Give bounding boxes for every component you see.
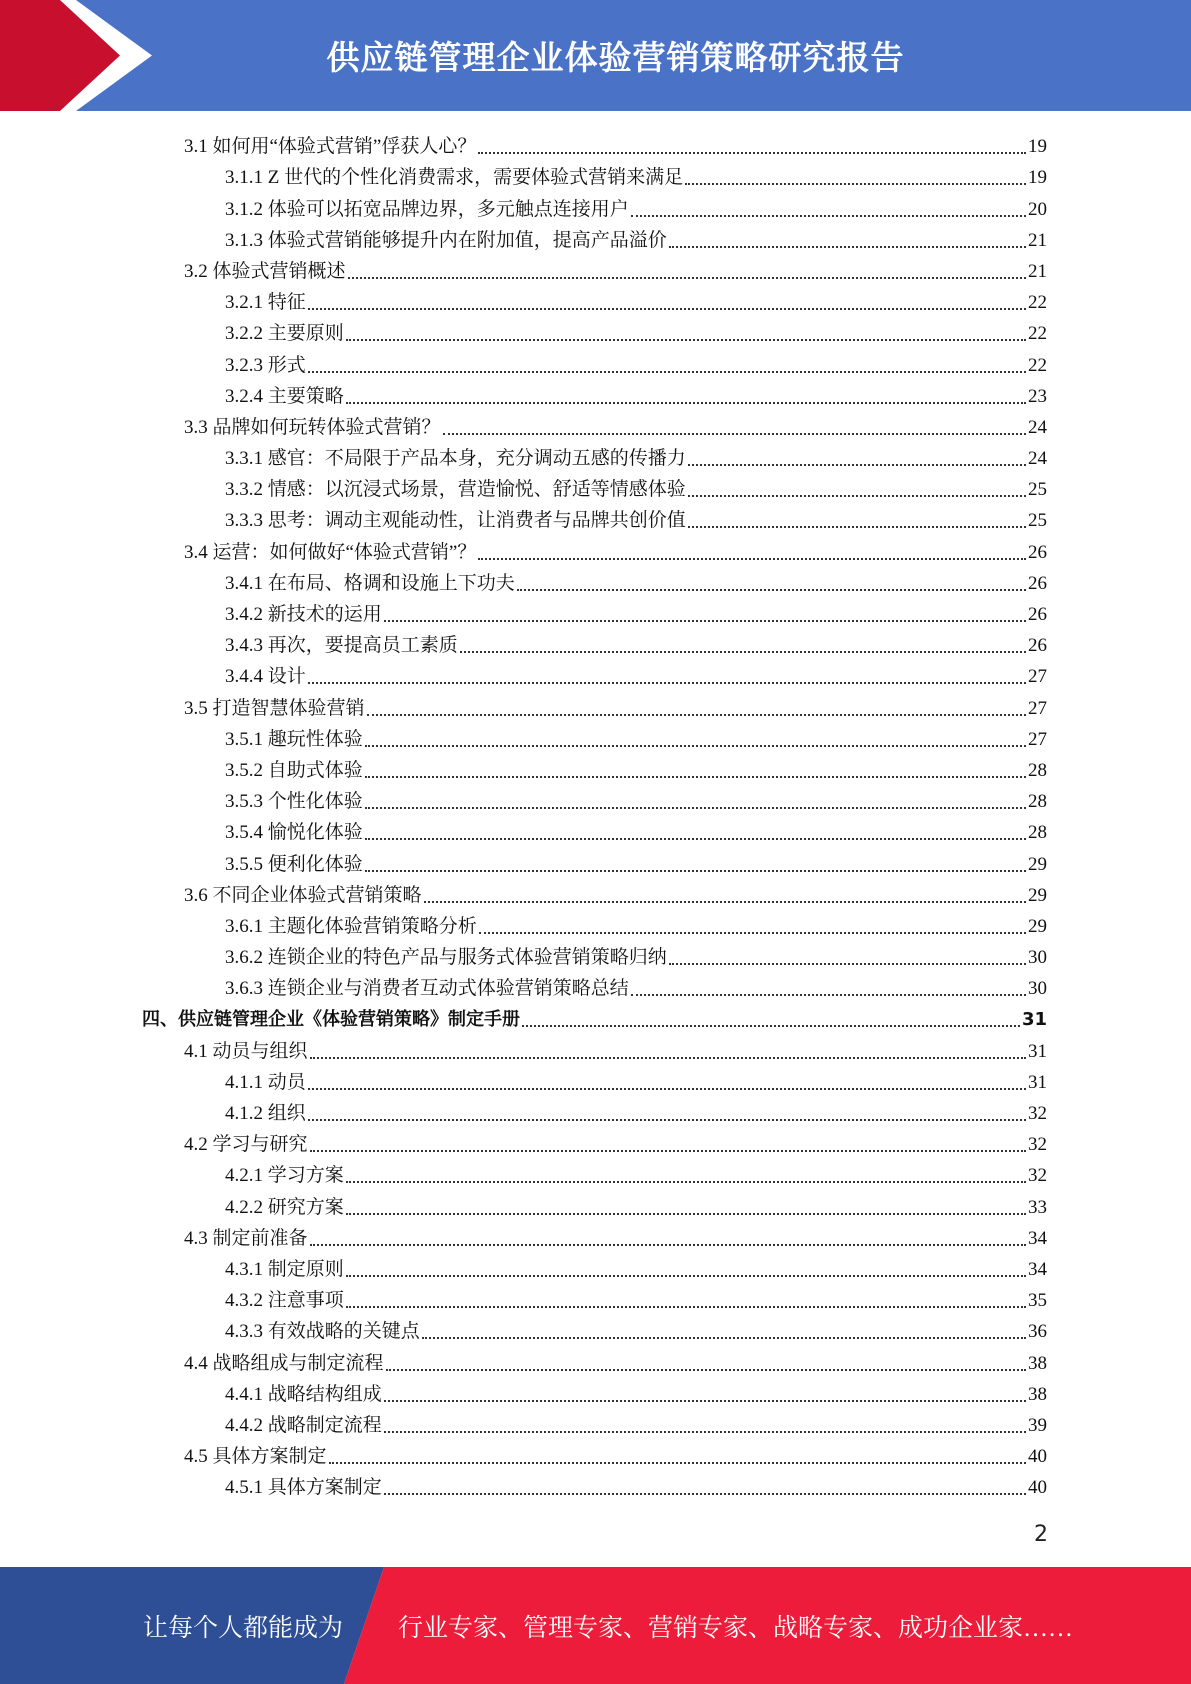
toc-entry-label: 4.2.2 研究方案	[225, 1196, 344, 1218]
toc-entry-page: 27	[1028, 697, 1047, 719]
toc-entry-label: 3.5.1 趣玩性体验	[225, 728, 363, 750]
toc-entry-page: 38	[1028, 1383, 1047, 1405]
toc-entry[interactable]	[0, 440, 1191, 471]
dot-leader	[346, 1181, 1026, 1183]
toc-entry-label: 3.4.2 新技术的运用	[225, 604, 382, 625]
dot-leader	[384, 1431, 1026, 1433]
dot-leader	[365, 870, 1026, 872]
toc-entry[interactable]	[0, 1469, 1191, 1500]
toc-entry[interactable]	[0, 1407, 1191, 1438]
toc-entry[interactable]	[0, 1188, 1191, 1219]
dot-leader	[367, 714, 1026, 716]
toc-entry[interactable]	[0, 315, 1191, 346]
toc-entry[interactable]	[0, 970, 1191, 1001]
toc-entry-page: 38	[1028, 1352, 1047, 1374]
toc-entry[interactable]	[0, 877, 1191, 908]
toc-entry[interactable]	[0, 939, 1191, 970]
toc-entry-page: 32	[1028, 1103, 1047, 1124]
toc-entry-label: 3.3 品牌如何玩转体验式营销？	[184, 416, 441, 438]
toc-entry-page: 27	[1028, 728, 1047, 750]
toc-entry[interactable]	[0, 658, 1191, 689]
toc-entry[interactable]	[0, 596, 1191, 627]
toc-entry-page: 21	[1028, 229, 1047, 251]
dot-leader	[308, 1119, 1026, 1121]
toc-entry-page: 22	[1028, 292, 1047, 314]
toc-entry-page: 40	[1028, 1446, 1047, 1468]
toc-entry[interactable]	[0, 502, 1191, 533]
toc-entry-page: 25	[1028, 510, 1047, 532]
toc-entry-label: 3.5.4 愉悦化体验	[225, 822, 363, 844]
toc-entry[interactable]	[0, 222, 1191, 253]
toc-entry[interactable]	[0, 689, 1191, 720]
toc-entry-page: 33	[1028, 1196, 1047, 1218]
toc-entry-page: 28	[1028, 791, 1047, 813]
toc-entry-label: 3.4.3 再次，要提高员工素质	[225, 635, 458, 657]
toc-entry-label: 3.2.3 形式	[225, 354, 306, 376]
report-title: 供应链管理企业体验营销策略研究报告	[326, 38, 905, 77]
toc-entry-label: 4.1.1 动员	[225, 1071, 306, 1093]
toc-entry[interactable]	[0, 409, 1191, 440]
toc-entry-page: 31	[1021, 1009, 1047, 1031]
toc-entry[interactable]	[0, 533, 1191, 564]
toc-entry[interactable]	[0, 1001, 1191, 1032]
dot-leader	[685, 183, 1026, 185]
toc-entry[interactable]	[0, 565, 1191, 596]
dot-leader	[365, 745, 1026, 747]
toc-entry-page: 32	[1028, 1134, 1047, 1156]
toc-entry-page: 29	[1028, 884, 1047, 906]
toc-entry-label: 3.5.3 个性化体验	[225, 791, 363, 813]
dot-leader	[688, 526, 1026, 528]
toc-entry[interactable]	[0, 1220, 1191, 1251]
page-header	[0, 0, 1191, 111]
toc-entry-label: 3.2.2 主要原则	[225, 323, 344, 345]
toc-entry[interactable]	[0, 845, 1191, 876]
dot-leader	[517, 589, 1026, 591]
toc-entry-label: 4.2 学习与研究	[184, 1134, 308, 1156]
dot-leader	[386, 1369, 1026, 1371]
toc-entry[interactable]	[0, 253, 1191, 284]
toc-entry-page: 27	[1028, 666, 1047, 688]
footer-slogan-right: 行业专家、管理专家、营销专家、战略专家、成功企业家……	[398, 1614, 1074, 1642]
dot-leader	[346, 1213, 1026, 1215]
dot-leader	[522, 1025, 1020, 1027]
toc-entry-label: 3.3.1 感官：不局限于产品本身，充分调动五感的传播力	[225, 448, 686, 470]
dot-leader	[310, 1244, 1026, 1246]
dot-leader	[688, 495, 1026, 497]
dot-leader	[365, 838, 1026, 840]
toc-entry[interactable]	[0, 752, 1191, 783]
toc-entry[interactable]	[0, 814, 1191, 845]
dot-leader	[479, 932, 1026, 934]
toc-entry-page: 30	[1028, 947, 1047, 969]
toc-entry-page: 21	[1028, 260, 1047, 282]
toc-entry-page: 36	[1028, 1321, 1047, 1343]
dot-leader	[631, 215, 1026, 217]
toc-entry[interactable]	[0, 284, 1191, 315]
toc-entry-label: 3.1.1 Z 世代的个性化消费需求，需要体验式营销来满足	[225, 167, 684, 189]
toc-entry[interactable]	[0, 346, 1191, 377]
toc-entry[interactable]	[0, 783, 1191, 814]
toc-entry[interactable]	[0, 190, 1191, 221]
toc-entry-page: 25	[1028, 479, 1047, 501]
toc-entry-label: 4.1.2 组织	[225, 1103, 306, 1124]
dot-leader	[669, 963, 1026, 965]
toc-entry-page: 24	[1028, 416, 1047, 438]
toc-entry[interactable]	[0, 1064, 1191, 1095]
dot-leader	[478, 558, 1026, 560]
toc-entry[interactable]	[0, 378, 1191, 409]
toc-entry-label: 4.5.1 具体方案制定	[225, 1477, 382, 1499]
toc-entry[interactable]	[0, 1032, 1191, 1063]
toc-entry[interactable]	[0, 1126, 1191, 1157]
dot-leader	[310, 1057, 1026, 1059]
toc-entry-page: 22	[1028, 354, 1047, 376]
toc-entry-page: 29	[1028, 853, 1047, 875]
toc-entry-label: 3.4.4 设计	[225, 666, 306, 688]
toc-entry-label: 3.2.1 特征	[225, 292, 306, 314]
toc-entry-label: 4.4.2 战略制定流程	[225, 1414, 382, 1436]
toc-entry-label: 3.1.3 体验式营销能够提升内在附加值，提高产品溢价	[225, 229, 667, 251]
toc-entry[interactable]	[0, 1438, 1191, 1469]
toc-entry-page: 26	[1028, 604, 1047, 625]
toc-entry[interactable]	[0, 471, 1191, 502]
toc-entry-label: 3.2 体验式营销概述	[184, 260, 346, 282]
dot-leader	[688, 464, 1026, 466]
dot-leader	[384, 1493, 1026, 1495]
dot-leader	[631, 994, 1026, 996]
dot-leader	[424, 901, 1026, 903]
toc-entry-label: 4.3.1 制定原则	[225, 1258, 344, 1280]
toc-entry-page: 26	[1028, 635, 1047, 657]
toc-entry-page: 28	[1028, 759, 1047, 781]
toc-entry-label: 3.6.3 连锁企业与消费者互动式体验营销策略总结	[225, 978, 629, 1000]
dot-leader	[422, 1337, 1026, 1339]
dot-leader	[346, 402, 1026, 404]
dot-leader	[308, 1088, 1026, 1090]
toc-entry-label: 4.4.1 战略结构组成	[225, 1383, 382, 1405]
toc-entry-label: 3.6 不同企业体验式营销策略	[184, 884, 422, 906]
toc-entry-label: 3.6.2 连锁企业的特色产品与服务式体验营销策略归纳	[225, 947, 667, 969]
toc-entry-page: 20	[1028, 198, 1047, 220]
toc-entry-page: 34	[1028, 1227, 1047, 1249]
toc-entry[interactable]	[0, 1157, 1191, 1188]
toc-entry-page: 30	[1028, 978, 1047, 1000]
toc-entry-label: 3.5 打造智慧体验营销	[184, 697, 365, 719]
dot-leader	[384, 1400, 1026, 1402]
dot-leader	[669, 246, 1026, 248]
toc-entry-label: 3.3.2 情感：以沉浸式场景，营造愉悦、舒适等情感体验	[225, 479, 686, 501]
page-footer	[0, 1567, 1191, 1684]
toc-entry-page: 40	[1028, 1477, 1047, 1499]
dot-leader	[329, 1462, 1026, 1464]
toc-entry-label: 4.3 制定前准备	[184, 1227, 308, 1249]
toc-entry-page: 34	[1028, 1258, 1047, 1280]
toc-entry-page: 35	[1028, 1290, 1047, 1312]
dot-leader	[478, 152, 1026, 154]
footer-slogan-left: 让每个人都能成为	[143, 1614, 344, 1642]
toc-entry-page: 19	[1028, 136, 1047, 158]
toc-entry-label: 四、供应链管理企业《体验营销策略》制定手册	[142, 1009, 520, 1031]
toc-entry[interactable]	[0, 627, 1191, 658]
toc-entry-label: 4.1 动员与组织	[184, 1040, 308, 1062]
toc-entry[interactable]	[0, 908, 1191, 939]
toc-entry-label: 4.2.1 学习方案	[225, 1165, 344, 1187]
toc-entry[interactable]	[0, 721, 1191, 752]
toc-entry-page: 31	[1028, 1040, 1047, 1062]
toc-entry-page: 23	[1028, 385, 1047, 407]
toc-entry-label: 3.4.1 在布局、格调和设施上下功夫	[225, 572, 515, 594]
toc-entry[interactable]	[0, 128, 1191, 159]
toc-entry-label: 4.4 战略组成与制定流程	[184, 1352, 384, 1374]
toc-entry-page: 19	[1028, 167, 1047, 189]
table-of-contents	[0, 128, 1191, 1500]
toc-entry-label: 3.4 运营：如何做好“体验式营销”？	[184, 541, 477, 563]
toc-entry-page: 22	[1028, 323, 1047, 345]
dot-leader	[365, 807, 1026, 809]
toc-entry-page: 31	[1028, 1071, 1047, 1093]
page-number: 2	[1034, 1522, 1048, 1547]
dot-leader	[346, 1275, 1026, 1277]
dot-leader	[460, 651, 1026, 653]
dot-leader	[308, 682, 1026, 684]
toc-entry-label: 3.1 如何用“体验式营销”俘获人心？	[184, 136, 477, 158]
toc-entry-page: 29	[1028, 915, 1047, 937]
toc-entry[interactable]	[0, 1313, 1191, 1344]
toc-entry-page: 24	[1028, 448, 1047, 470]
toc-entry-label: 3.5.2 自助式体验	[225, 759, 363, 781]
dot-leader	[346, 339, 1026, 341]
toc-entry[interactable]	[0, 1095, 1191, 1126]
toc-entry-label: 3.6.1 主题化体验营销策略分析	[225, 915, 477, 937]
toc-entry[interactable]	[0, 1344, 1191, 1375]
toc-entry-label: 3.2.4 主要策略	[225, 385, 344, 407]
dot-leader	[310, 1150, 1026, 1152]
toc-entry-label: 3.5.5 便利化体验	[225, 853, 363, 875]
dot-leader	[348, 277, 1026, 279]
dot-leader	[443, 433, 1026, 435]
toc-entry-page: 32	[1028, 1165, 1047, 1187]
toc-entry-label: 3.3.3 思考：调动主观能动性，让消费者与品牌共创价值	[225, 510, 686, 532]
toc-entry-page: 26	[1028, 541, 1047, 563]
dot-leader	[346, 1306, 1026, 1308]
dot-leader	[365, 776, 1026, 778]
toc-entry[interactable]	[0, 1282, 1191, 1313]
toc-entry-page: 39	[1028, 1414, 1047, 1436]
toc-entry-label: 4.3.2 注意事项	[225, 1290, 344, 1312]
toc-entry-label: 3.1.2 体验可以拓宽品牌边界，多元触点连接用户	[225, 198, 629, 220]
toc-entry-page: 28	[1028, 822, 1047, 844]
toc-entry[interactable]	[0, 159, 1191, 190]
dot-leader	[308, 371, 1026, 373]
toc-entry-page: 26	[1028, 572, 1047, 594]
toc-entry-label: 4.5 具体方案制定	[184, 1446, 327, 1468]
toc-entry[interactable]	[0, 1251, 1191, 1282]
dot-leader	[384, 620, 1026, 622]
dot-leader	[308, 308, 1026, 310]
toc-entry[interactable]	[0, 1376, 1191, 1407]
toc-entry-label: 4.3.3 有效战略的关键点	[225, 1321, 420, 1343]
